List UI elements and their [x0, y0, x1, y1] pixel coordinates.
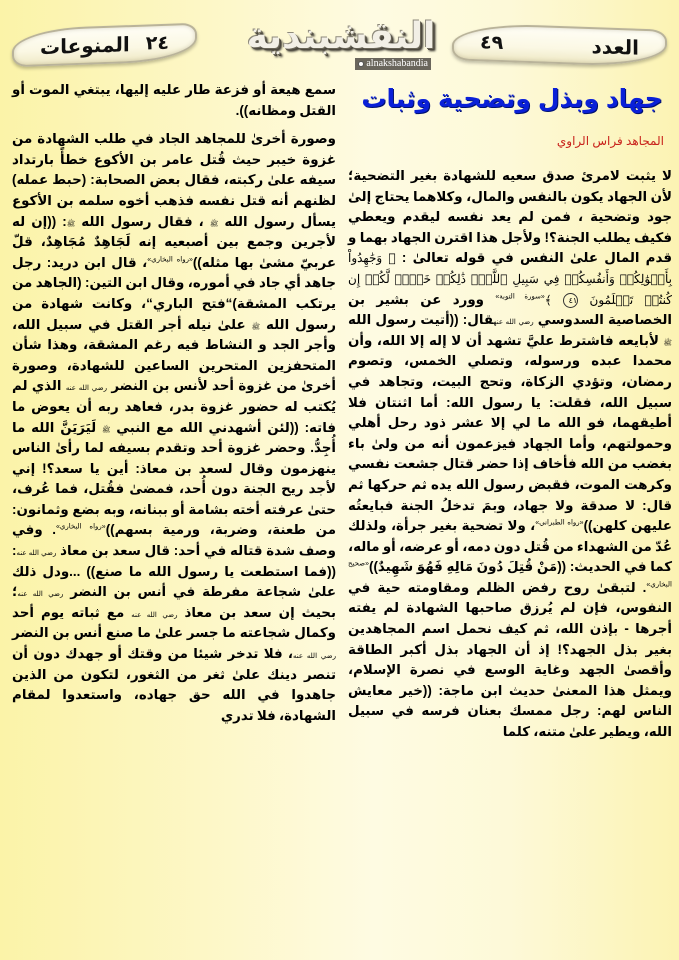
honorific-icon: ﷺ [663, 338, 672, 347]
logo-arabic: النقشبندية [246, 15, 436, 56]
text-run: وورد عن بشير بن الخصاصية السدوسي [348, 291, 672, 328]
honorific-icon: رضي الله عنه [131, 610, 178, 619]
text-run: ، فلا تدخر شيئا من وقتك أو جهدك دون أن تنصر دينك علىٰ ثغر من الثغور، لتكون من الذين جاهدوا في الله حق جهاده، واستعدوا لمقام الشهادة، فلا تدري [12, 646, 336, 723]
honorific-icon: ﷺ [209, 219, 219, 228]
honorific-icon: رضي الله عنه [65, 384, 107, 393]
page-header [0, 0, 679, 72]
hadith-reference: «رواه البخاري» [147, 256, 193, 264]
text-run: ، قال ابن دريد: رجل جاهد أي جاد في أموره، وقال ابن التين: (الجاهد من يرتكب المشقة)“فتح الباري“، وكانت شهادة من رسول الله [12, 254, 336, 332]
verse-number-badge: ٤١ [563, 293, 578, 308]
hadith-reference: «رواه الطبراني» [535, 519, 584, 527]
issue-label: العدد [591, 35, 639, 60]
left-paragraph [12, 129, 336, 726]
text-run: لا يثبت لامرئ صدق سعيه للشهادة بغير التضحية؛ لأن الجهاد يكون بالنفس والمال، وكلاهما يحتاج إلىٰ جود وتضحية ، فمن لم يعد نفسه ليقدم ويعطي فكيف يطلب الجنة؟! ولأجل هذا اقترن الجهاد بهما و قدم المال علىٰ النفس في قوله تعالىٰ : [348, 168, 672, 266]
honorific-icon: رضي الله عنه [17, 590, 64, 599]
hadith-reference: «صحيح البخاري» [348, 560, 672, 589]
section-banner [12, 23, 197, 67]
text-run: مع ثباته يوم أحد وكمال شجاعته ما جسر علىٰ ما صنع أنس بن النضر [12, 604, 336, 641]
text-run: علىٰ نيله أجر القتل في سبيل الله، وأجر الجد و النشاط فيه رغم المشقة، وهذا شأن المتحفزين المتحرين الساعين للشهادة، وصورة أخرىٰ من غزوة أحد لأنس بن النضر [12, 316, 336, 394]
text-run: ، فقال رسول الله [75, 213, 210, 229]
quran-verse: ﴿ وَجَٰهِدُواْ بِأَمۡوَٰلِكُمۡ وَأَنفُسِكُمۡ فِي سَبِيلِ ٱللَّهِۚ ذَٰلِكُمۡ خَيۡرٞ لَّكُمۡ إِن كُنتُمۡ تَعۡلَمُونَ [348, 251, 672, 307]
article-title: جهاد وبذل وتضحية وثبات [361, 85, 663, 113]
issue-number: ٤٩ [480, 31, 504, 54]
magazine-logo [243, 14, 439, 78]
text-run: ؛ بحيث إن سعد بن معاذ [12, 584, 336, 620]
right-paragraph [348, 166, 672, 743]
logo-english-text: alnakshabandia [366, 58, 428, 69]
text-run: . لتبقىٰ روح رفض الظلم ومقاومته حية في النفوس، فإن لم يُرزق صاحبها الشهادة لم يفته أجرها - بإذن الله، ثم كيف نحمل اسم المجاهدين بغير بذل الجهد؟! إذ أن الجهاد بذل أكبر الطاقة وأقصىٰ الجهد وغاية الوسع في نصرة الإسلام، ويمثل هذا المعنىٰ حديث ابن ماجة: ((خير معايش الناس لهم: رجل ممسك بعنان فرسه في سبيل الله، ويطير علىٰ متنه، كلما [348, 579, 672, 740]
left-paragraph-intro: سمع هيعة أو فزعة طار عليه إليها، يبتغي الموت أو القتل ومظانه)). [12, 82, 336, 118]
verse-close-bracket: ﴾ [544, 292, 552, 307]
honorific-icon: ﷺ [66, 219, 76, 228]
left-column [12, 80, 336, 726]
honorific-icon: رضي الله عنه [493, 318, 534, 327]
honorific-icon: رضي الله عنه [293, 652, 336, 661]
text-run: قال: ((أتيت رسول الله [348, 312, 494, 328]
section-label: المنوعات [40, 33, 130, 59]
text-run: وصورة أخرىٰ للمجاهد الجاد في طلب الشهادة من غزوة خيبر حيث قُتل عامر بن الأكوع خطأً بارتداد سيفه علىٰ ركبته، فقال بعض الصحابة: (حبط عمله) لظنهم أنه قتل نفسه فذهب أخوه سلمه بن الأكوع يسأل رسول الله [12, 131, 336, 229]
text-run: : ((فما استطعت يا رسول الله ما صنع)) ...ودل ذلك علىٰ شجاعة مفرطة في أنس بن النضر [12, 543, 336, 600]
issue-banner [452, 22, 667, 68]
logo-dot-icon [358, 61, 364, 67]
page-number: ٢٤ [145, 32, 169, 55]
right-column [348, 166, 672, 743]
logo-english [355, 58, 431, 70]
hadith-reference: «رواه البخاري» [55, 524, 106, 531]
honorific-icon: رضي الله عنه [16, 549, 57, 558]
text-run: لأبايعه فاشترط عليَّ تشهد أن لا إله إلا الله، وأن محمدا عبده ورسوله، وتصلي الخمس، وتصوم رمضان، وتؤدي الزكاة، وتحج البيت، وتجاهد في سبيل الله، فقلت: يا رسول الله: أما اثنتان فلا أطيقهما، فو الله ما لي إلا عشر ذود رحل أهلي وحمولتهم، وأما الجهاد فيزعمون أنه من ولىٰ باء بغضب من الله فأخاف إذا حضر قتال جشعت نفسي وكرهت الموت، فقبض رسول الله يده ثم حركها ثم قال: لا صدقة ولا جهاد، وبمَ تدخلُ الجنة فبايعتُه عليهن كلهن)) [348, 332, 672, 534]
honorific-icon: ﷺ [101, 425, 111, 434]
text-run: : ((إن له لأجرين وجمع بين أصبعيه إنه لَجَاهِدٌ مُجَاهِدٌ، قلّ عربيّ مشىٰ بها مثله)) [12, 213, 336, 270]
text-run: الذي لم يُكتب له حضور غزوة بدر، فعاهد ربه أن يعوض ما فاته: ((لئن أشهدني الله مع النبي [12, 378, 336, 435]
verse-reference: «سورة التوبة» [495, 293, 545, 301]
text-run: ، ولا تضحية بغير جرأة، ولذلك عُدّ من الشهداء من قُتل دون دمه، أو عرضه، أو ماله، كما في الحديث: ((مَنْ قُتِلَ دُونَ مَالِهِ فَهُوَ شَهِيدٌ)) [348, 518, 672, 575]
text-run: لَيَرَيَنَّ الله ما أُجِدُّ. وحضر غزوة أحد وتقدم بسيفه لما رأىٰ الناس ينهزمون وقال لسعد بن معاذ: أين يا سعد؟! إني لأجد ريح الجنة دون أُحد، فمضىٰ فقُتل، فما عُرف، حتىٰ عرفته أخته بشامة أو ببنانه، وبه بضع وثمانون: من طعنة، وضربة، ورمية بسهم)) [12, 419, 336, 538]
text-run: . وفي وصف شدة قتاله في أحد: قال سعد بن معاذ [12, 522, 336, 559]
honorific-icon: ﷺ [251, 322, 261, 331]
article-author: المجاهد فراس الراوي [556, 134, 664, 148]
